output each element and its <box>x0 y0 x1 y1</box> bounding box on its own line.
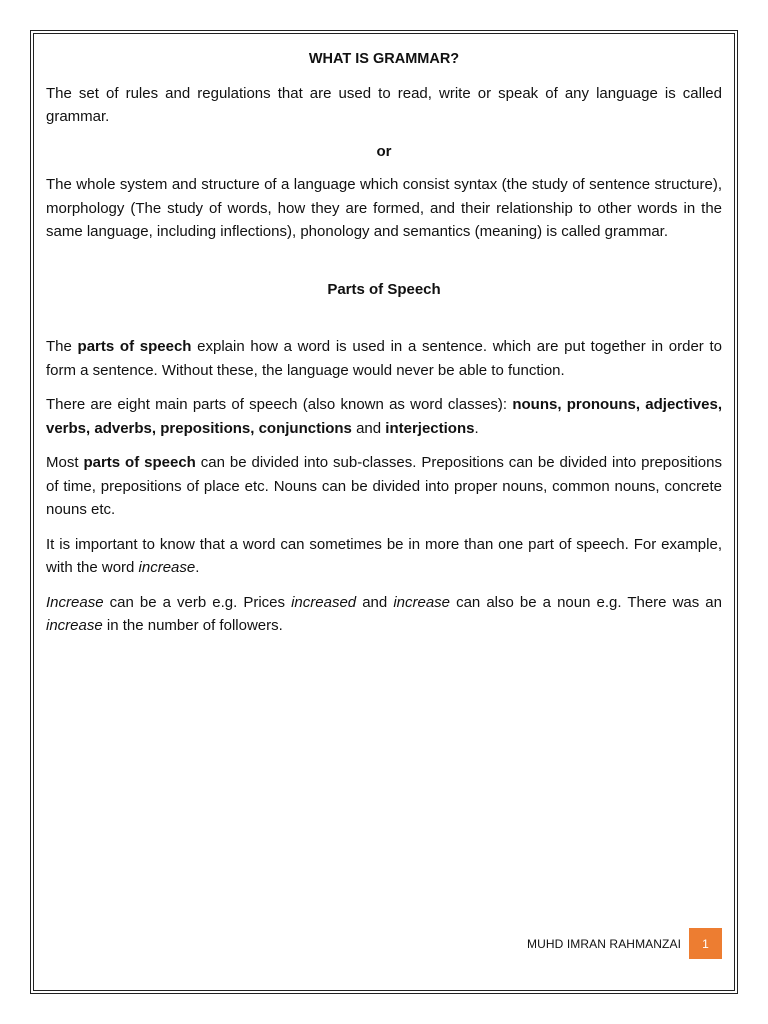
page-number-badge: 1 <box>689 928 722 959</box>
page-footer <box>470 928 722 959</box>
paragraph-multiple-parts <box>46 533 722 580</box>
bold-term: parts of speech <box>83 454 196 471</box>
page-title: WHAT IS GRAMMAR? <box>308 51 460 67</box>
text-run: Most <box>46 454 84 471</box>
definition-paragraph-1: The set of rules and regulations that are used to read, write or speak of any language is called grammar. <box>46 84 722 125</box>
text-run: explain how a word is used in a sentence. which are put together in order to form a sentence. Without these, the language would never be able to function. <box>46 338 722 379</box>
text-run: and <box>351 419 386 437</box>
paragraph-increase-example <box>46 591 722 638</box>
text-run: It is important to know that a word can sometimes be in more than one part of speech. For example, with the word <box>46 535 722 576</box>
paragraph-parts-of-speech-intro <box>46 335 722 382</box>
footer-author: MUHD IMRAN RAHMANZAI <box>527 936 681 951</box>
text-run: The <box>46 338 78 355</box>
text-run: and <box>356 593 394 611</box>
text-run: in the number of followers. <box>102 617 283 634</box>
paragraph-sub-classes <box>46 451 722 522</box>
text-run: can be divided into sub-classes. Prepositions can be divided into prepositions of time, prepositions of place etc. Nouns can be divided into proper nouns, common nouns, concrete nouns etc. <box>46 454 722 518</box>
italic-term: increase <box>46 617 103 634</box>
text-run: . <box>195 559 200 576</box>
or-separator: or <box>376 142 392 160</box>
paragraph-eight-parts <box>46 393 722 440</box>
text-run: . <box>474 419 479 437</box>
italic-term: increase <box>393 593 451 611</box>
italic-term: increase <box>138 559 196 576</box>
italic-term: increased <box>291 593 357 611</box>
bold-term: nouns, pronouns, adjectives, verbs, adverbs, prepositions, conjunctions <box>46 396 722 437</box>
bold-term: parts of speech <box>77 338 192 355</box>
italic-term: Increase <box>46 593 104 611</box>
text-run: can also be a noun e.g. There was an <box>450 593 722 611</box>
text-run: can be a verb e.g. Prices <box>103 593 292 611</box>
text-run: There are eight main parts of speech (also known as word classes): <box>46 396 513 413</box>
definition-paragraph-2: The whole system and structure of a language which consist syntax (the study of sentence structure), morphology (The study of words, how they are formed, and their relationship to other words in the same language, including inflections), phonology and semantics (meaning) is called grammar. <box>46 176 722 240</box>
section-heading: Parts of Speech <box>327 280 441 298</box>
document-body <box>46 48 722 649</box>
bold-term: interjections <box>385 419 475 437</box>
